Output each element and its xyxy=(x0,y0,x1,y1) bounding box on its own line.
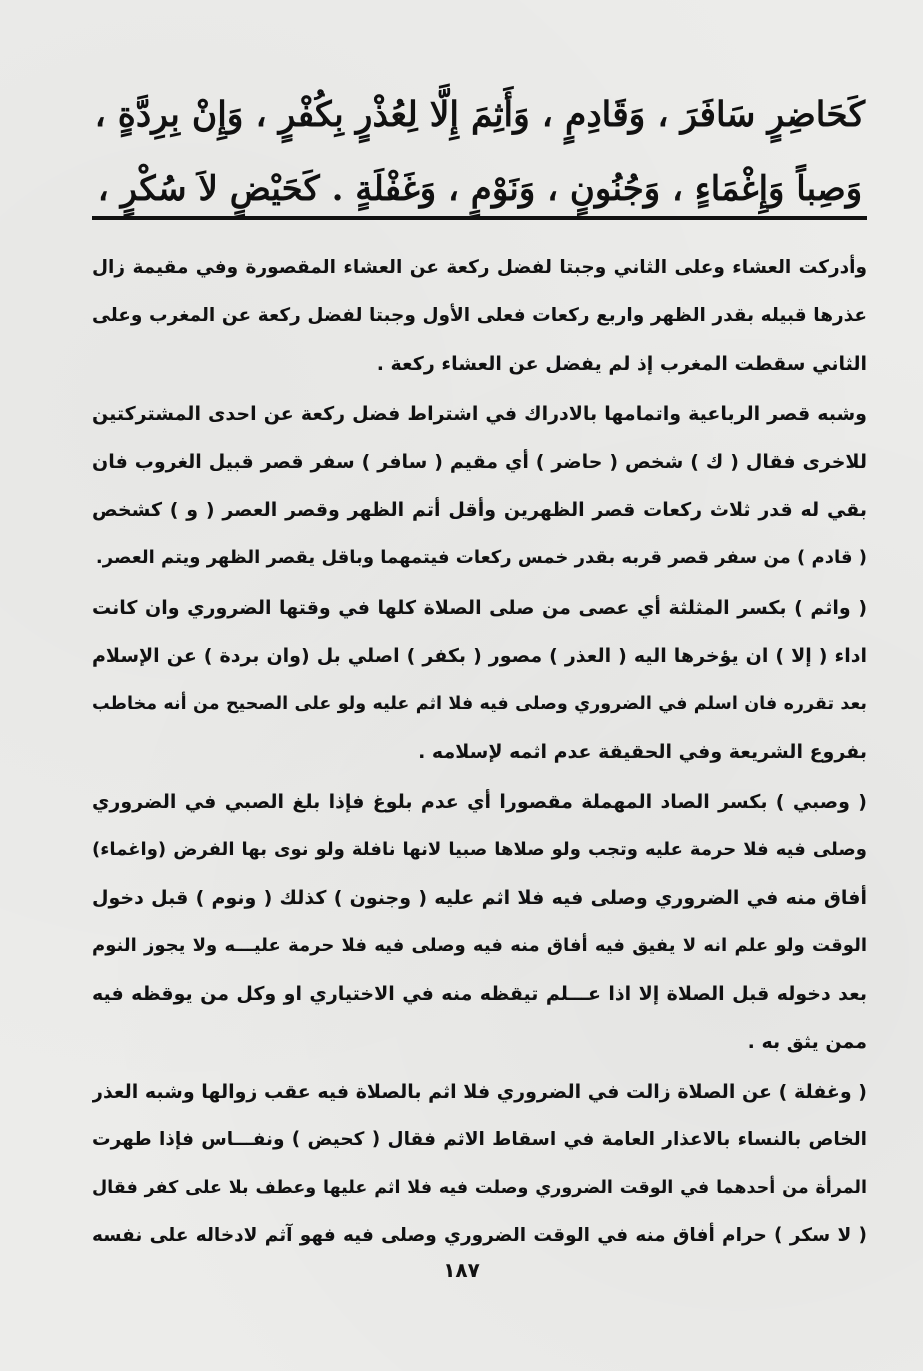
text-line: الثاني سقطت المغرب إذ لم يفضل عن العشاء ركعة . xyxy=(376,353,867,375)
text-line: عذرها قبيله بقدر الظهر واربع ركعات فعلى الأول وجبتا لفضل ركعة عن المغرب وعلى xyxy=(92,305,867,326)
header-divider-rule xyxy=(92,216,867,220)
text-line: ( لا سكر ) حرام أفاق منه في الوقت الضروري وصلى فيه فهو آثم لادخاله على نفسه xyxy=(92,1225,867,1246)
commentary-paragraph-3 xyxy=(92,584,867,776)
text-line: ( واثم ) بكسر المثلثة أي عصى من صلى الصلاة كلها في وقتها الضروري وان كانت xyxy=(92,597,867,619)
text-line: بعد تقرره فان اسلم في الضروري وصلى فيه فلا اثم عليه ولو على الصحيح من أنه مخاطب xyxy=(92,694,867,714)
text-line: بعد دخوله قبل الصلاة إلا اذا عـــلم تيقظه منه في الاختياري او وكل من يوقظه فيه xyxy=(92,983,867,1005)
text-line: ممن يثق به . xyxy=(747,1031,867,1053)
text-line: بفروع الشريعة وفي الحقيقة عدم اثمه لإسلامه . xyxy=(418,741,867,763)
commentary-paragraph-5 xyxy=(92,1068,867,1260)
text-line: ( قادم ) من سفر قصر قربه بقدر خمس ركعات فيتمهما وباقل يقصر الظهر ويتم العصر. xyxy=(95,547,867,568)
text-line: المرأة من أحدهما في الوقت الضروري وصلت فيه فلا اثم عليها وعطف بلا على كفر فقال xyxy=(92,1178,867,1198)
verse-line-2: وَصِباً وَإِغْمَاءٍ ، وَجُنُونٍ ، وَنَوْمٍ ، وَغَفْلَةٍ . كَحَيْضٍ لاَ سُكْرٍ ، xyxy=(97,169,863,209)
text-line: بقي له قدر ثلاث ركعات قصر الظهرين وأقل أتم الظهر وقصر العصر ( و ) كشخص xyxy=(92,499,867,521)
verse-header xyxy=(95,78,865,226)
commentary-paragraph-2 xyxy=(92,390,867,582)
text-line: الخاص بالنساء بالاعذار العامة في اسقاط الاثم فقال ( كحيض ) ونفـــاس فإذا طهرت xyxy=(92,1129,867,1150)
page-number: ١٨٧ xyxy=(443,1258,480,1282)
text-line: للاخرى فقال ( ك ) شخص ( حاضر ) أي مقيم ( سافر ) سفر قصر قبيل الغروب فان xyxy=(92,451,867,473)
commentary-paragraph-1 xyxy=(92,244,867,388)
commentary-body xyxy=(92,244,867,1260)
text-line: وشبه قصر الرباعية واتمامها بالادراك في اشتراط فضل ركعة عن احدى المشتركتين xyxy=(92,403,867,425)
text-line: الوقت ولو علم انه لا يفيق فيه أفاق منه فيه وصلى فيه فلا حرمة عليـــه ولا يجوز النوم xyxy=(92,935,867,956)
text-line: وأدركت العشاء وعلى الثاني وجبتا لفضل ركعة عن العشاء المقصورة وفي مقيمة زال xyxy=(92,257,867,278)
verse-line-1: كَحَاضِرٍ سَافَرَ ، وَقَادِمٍ ، وَأَثِمَ إِلَّا لِعُذْرٍ بِكُفْرٍ ، وَإِنْ بِرِدَّةٍ ، xyxy=(94,95,865,135)
text-line: وصلى فيه فلا حرمة عليه وتجب ولو صلاها صبيا لانها نافلة ولو نوى بها الفرض (واغماء) xyxy=(92,839,867,860)
text-line: ( وصبي ) بكسر الصاد المهملة مقصورا أي عدم بلوغ فإذا بلغ الصبي في الضروري xyxy=(92,791,867,813)
commentary-paragraph-4 xyxy=(92,778,867,1066)
text-line: اداء ( إلا ) ان يؤخرها اليه ( العذر ) مصور ( بكفر ) اصلي بل (وان بردة ) عن الإسلام xyxy=(92,645,867,667)
text-line: أفاق منه في الضروري وصلى فيه فلا اثم عليه ( وجنون ) كذلك ( ونوم ) قبل دخول xyxy=(92,887,867,909)
text-line: ( وغفلة ) عن الصلاة زالت في الضروري فلا اثم بالصلاة فيه عقب زوالها وشبه العذر xyxy=(92,1081,867,1103)
